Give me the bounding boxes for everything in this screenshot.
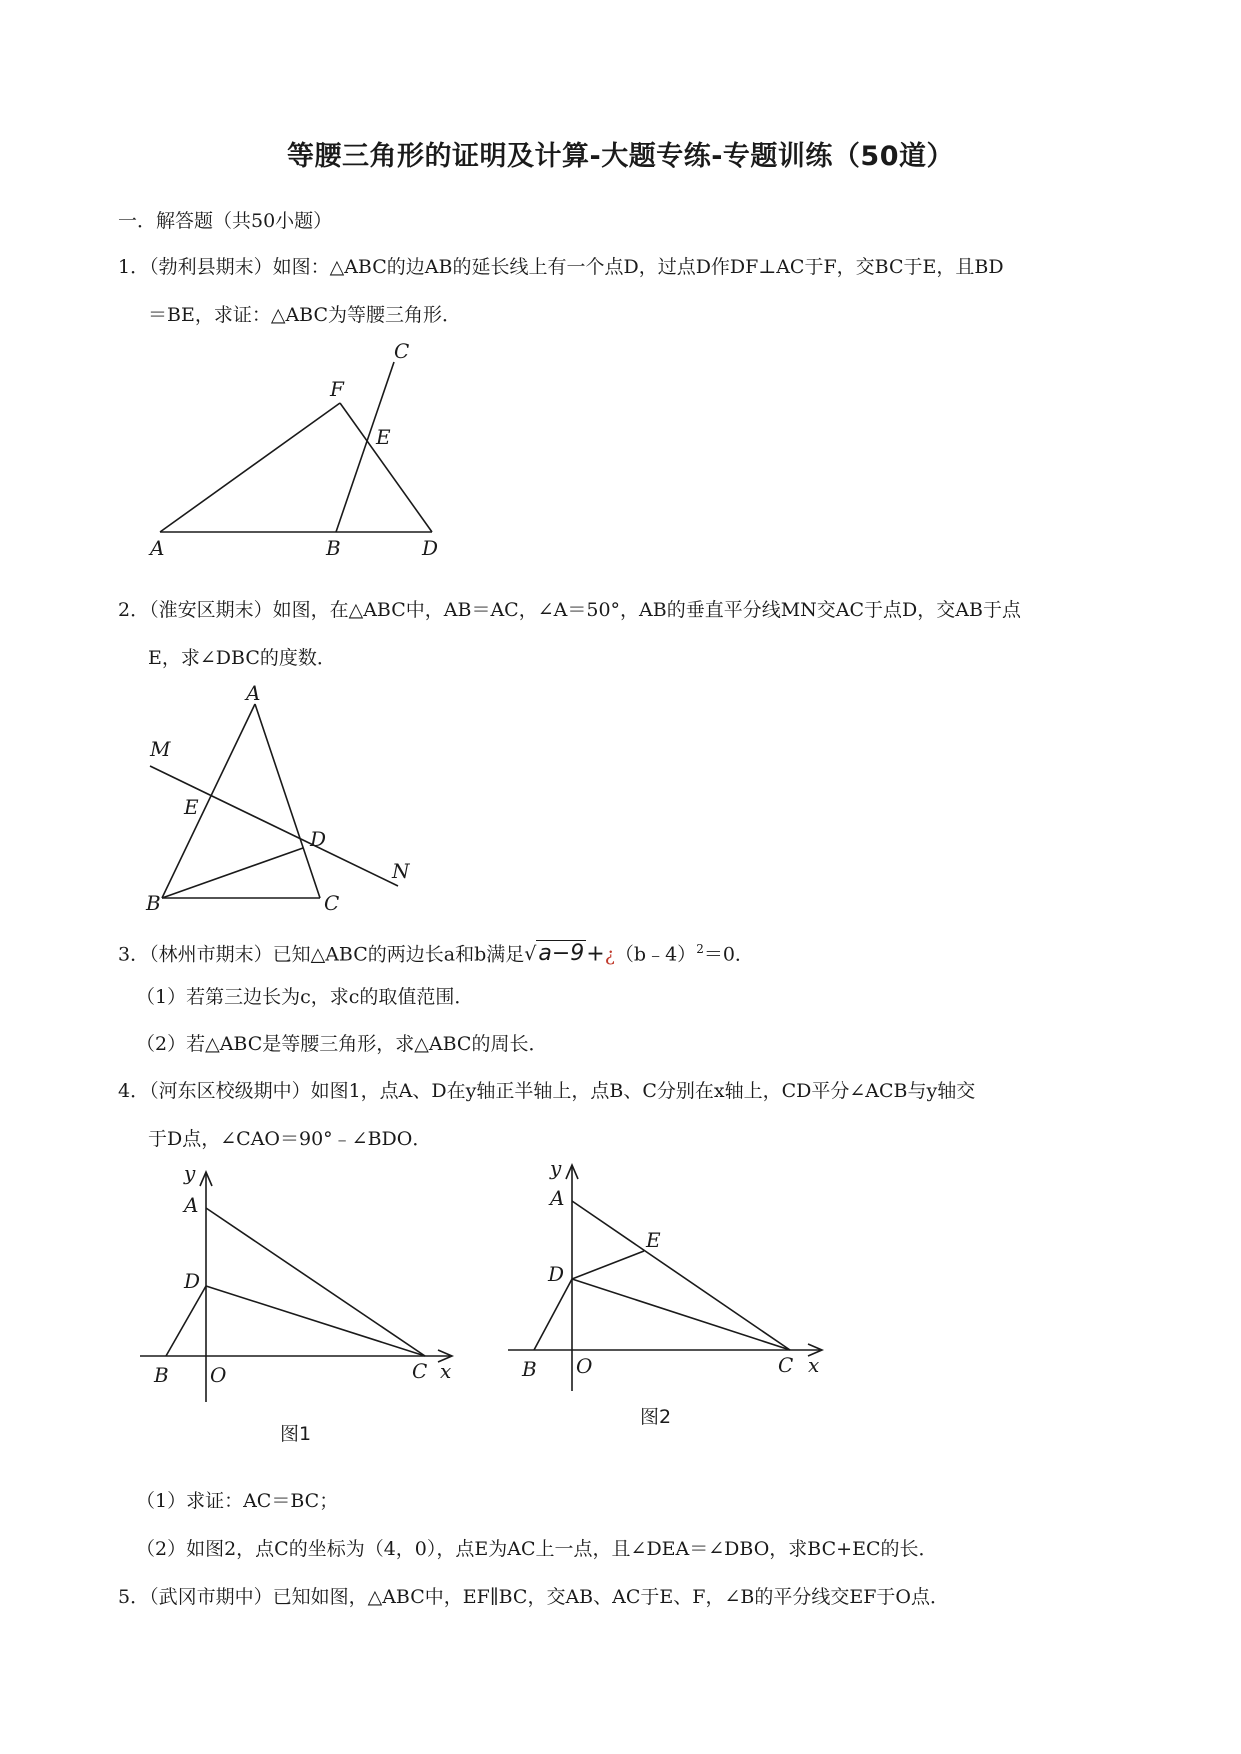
q1-text-line2: ＝BE，求证：△ABC为等腰三角形． — [148, 304, 462, 326]
q3-plus: + — [586, 941, 605, 967]
q2-figure — [140, 680, 430, 920]
q5-text-line1: 5．（武冈市期中）已知如图，△ABC中，EF∥BC，交AB、AC于E、F，∠B的平分线交EF于O点． — [118, 1586, 949, 1608]
q4-f1-label-D: D — [184, 1269, 201, 1293]
q4-f2-label-y: y — [550, 1156, 562, 1180]
q4-f1-label-A: A — [184, 1193, 199, 1217]
q1-label-E: E — [376, 425, 391, 449]
q2-label-E: E — [184, 795, 199, 819]
q4-f2-label-D: D — [548, 1262, 565, 1286]
q4-sub1: （1）求证：AC＝BC； — [136, 1490, 339, 1512]
q4-fig1-caption: 图1 — [280, 1423, 312, 1445]
q2-text-line1: 2．（淮安区期末）如图，在△ABC中，AB＝AC，∠A＝50°，AB的垂直平分线MN交AC于点D，交AB于点 — [118, 599, 1021, 621]
q3-pre: 3．（林州市期末）已知△ABC的两边长a和b满足 — [118, 943, 525, 966]
q4-f2-label-E: E — [646, 1228, 661, 1252]
q3-sqrt: √a−9 — [524, 941, 585, 967]
q2-text-line2: E，求∠DBC的度数． — [148, 647, 336, 669]
q2-label-B: B — [146, 891, 161, 915]
q3-glyph: ¿ — [604, 943, 615, 966]
q2-label-C: C — [324, 891, 340, 915]
q1-label-B: B — [326, 536, 341, 560]
section-heading: 一．解答题（共50小题） — [118, 210, 333, 232]
q4-text-line1: 4．（河东区校级期中）如图1，点A、D在y轴正半轴上，点B、C分别在x轴上，CD平分∠ACB与y轴交 — [118, 1080, 976, 1102]
q4-f1-label-B: B — [154, 1363, 169, 1387]
q4-f2-label-B: B — [522, 1357, 537, 1381]
q4-f2-label-C: C — [778, 1353, 794, 1377]
q3-sub2: （2）若△ABC是等腰三角形，求△ABC的周长． — [136, 1033, 548, 1055]
q3-sub1: （1）若第三边长为c，求c的取值范围． — [136, 986, 474, 1008]
q4-f1-label-y: y — [184, 1161, 196, 1185]
q4-text-line2: 于D点，∠CAO＝90°﹣∠BDO． — [148, 1128, 432, 1150]
q3-exp: 2 — [696, 942, 704, 956]
q3-radicand: a−9 — [538, 941, 585, 967]
q3-end: ＝0． — [703, 943, 754, 966]
q3-text — [118, 936, 754, 967]
q3-post: （b﹣4） — [614, 943, 697, 966]
q4-f1-label-C: C — [412, 1359, 428, 1383]
q4-f2-label-x: x — [808, 1353, 820, 1377]
q1-text-line1: 1．（勃利县期末）如图：△ABC的边AB的延长线上有一个点D，过点D作DF⊥AC于F，交BC于E，且BD — [118, 256, 1004, 278]
q2-label-D: D — [310, 827, 327, 851]
q4-fig2-caption: 图2 — [640, 1406, 672, 1428]
q2-label-M: M — [150, 737, 171, 761]
page-title: 等腰三角形的证明及计算-大题专练-专题训练（50道） — [287, 141, 954, 172]
q4-figure2 — [508, 1155, 838, 1435]
q1-figure — [140, 340, 460, 560]
q4-figure1 — [140, 1160, 470, 1450]
q2-label-N: N — [392, 859, 410, 883]
q4-f1-label-O: O — [210, 1363, 227, 1387]
q1-label-F: F — [330, 377, 344, 401]
q2-label-A: A — [246, 681, 261, 705]
q4-f1-label-x: x — [440, 1359, 452, 1383]
q1-label-D: D — [422, 536, 439, 560]
q4-f2-label-O: O — [576, 1354, 593, 1378]
q1-label-C: C — [394, 340, 410, 363]
q4-f2-label-A: A — [550, 1186, 565, 1210]
q1-label-A: A — [150, 536, 165, 560]
q4-sub2: （2）如图2，点C的坐标为（4，0），点E为AC上一点，且∠DEA＝∠DBO，求BC+EC的长． — [136, 1538, 938, 1560]
